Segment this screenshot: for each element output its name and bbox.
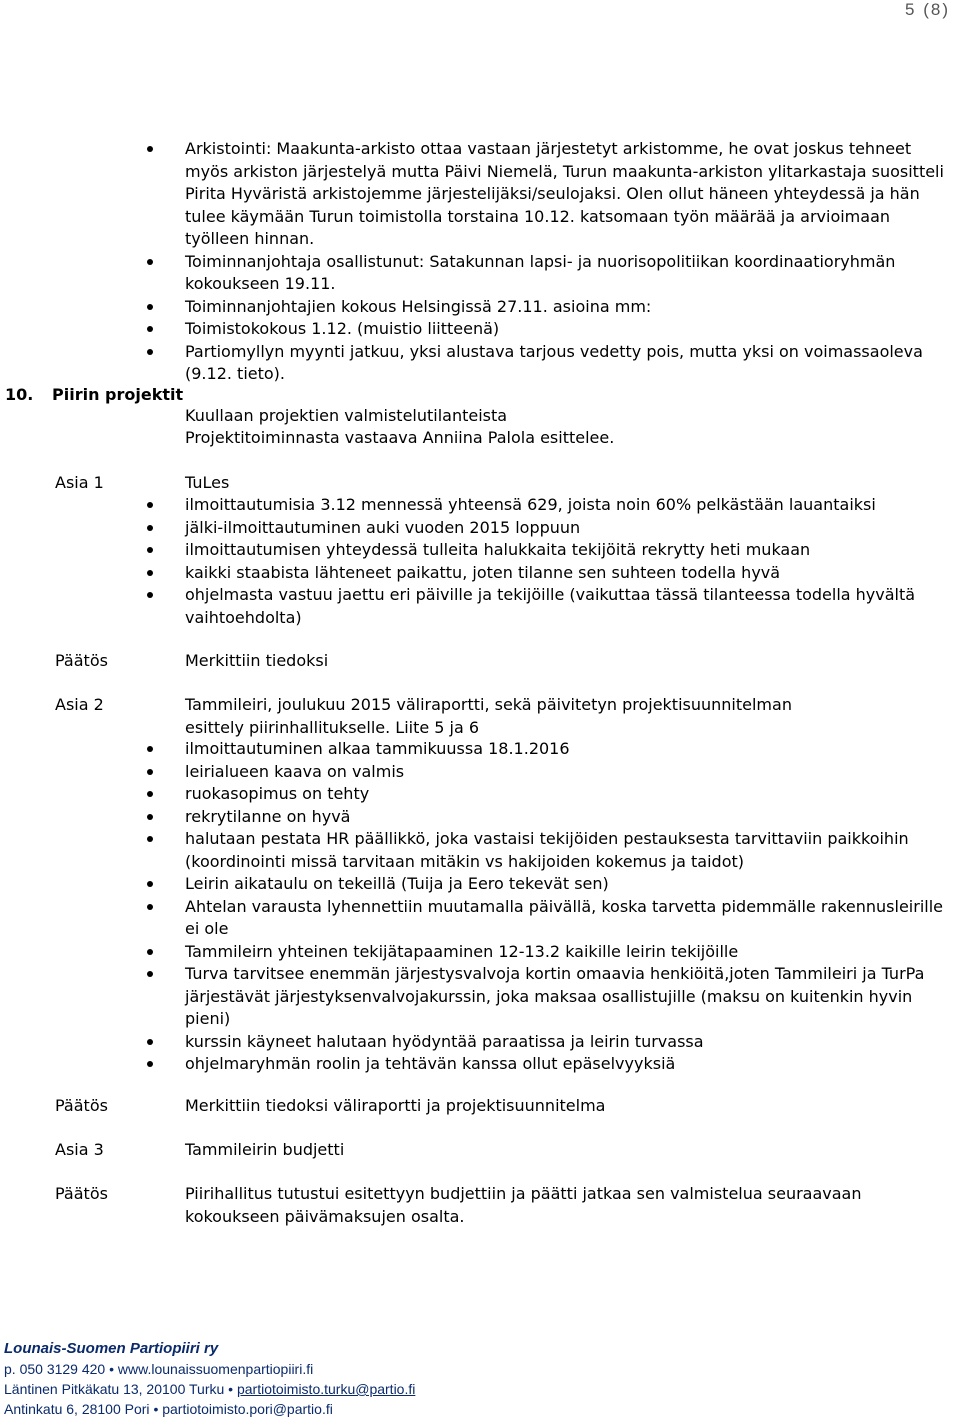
asia1-paatos: Merkittiin tiedoksi — [185, 651, 329, 670]
list-item — [0, 341, 960, 386]
bullet-icon — [147, 769, 153, 775]
list-item-text: Toimistokokous 1.12. (muistio liitteenä) — [185, 319, 500, 338]
list-item — [0, 1031, 960, 1054]
list-item-text: Turva tarvitsee enemmän järjestysvalvoja kortin omaavia henkiöitä,joten Tammileiri ja TurPa järjestävät järjestyksenvalvojakurssin, joka maksaa osallistujille (maksu on kuitenkin hyvin pieni) — [185, 964, 925, 1028]
bullet-icon — [147, 746, 153, 752]
list-item-text: halutaan pestata HR päällikkö, joka vastaisi tekijöiden pestauksesta tarvittaviin paikkoihin (koordinointi missä tarvitaan mitäkin vs hakijoiden kokemus ja taidot) — [185, 829, 909, 871]
asia3-title: Tammileirin budjetti — [185, 1140, 345, 1159]
page-number: 5 (8) — [905, 0, 950, 19]
list-item — [0, 296, 960, 319]
bullet-icon — [147, 949, 153, 955]
asia2-paatos: Merkittiin tiedoksi väliraportti ja projektisuunnitelma — [185, 1096, 606, 1115]
list-item-text: Toiminnanjohtaja osallistunut: Satakunnan lapsi- ja nuorisopolitiikan koordinaatioryhmän kokoukseen 19.11. — [185, 251, 896, 293]
asia2-bullet-list — [0, 738, 960, 1076]
list-item-text: Tammileirn yhteinen tekijätapaaminen 12-13.2 kaikille leirin tekijöille — [185, 941, 739, 961]
footer-separator: • — [228, 1381, 234, 1397]
list-item-text: Toiminnanjohtajien kokous Helsingissä 27.11. asioina mm: — [185, 296, 652, 316]
footer-phone: p. 050 3129 420 — [4, 1361, 106, 1377]
asia3-label: Asia 3 — [55, 1140, 104, 1159]
list-item-text: ruokasopimus on tehty — [185, 784, 370, 803]
list-item-text: jälki-ilmoittautuminen auki vuoden 2015 loppuun — [185, 517, 581, 537]
asia1-label: Asia 1 — [55, 473, 104, 492]
bullet-icon — [147, 525, 153, 531]
bullet-icon — [147, 1039, 153, 1045]
bullet-icon — [147, 547, 153, 553]
bullet-icon — [147, 304, 153, 310]
asia3-paatos-label: Päätös — [55, 1184, 108, 1203]
list-item — [0, 941, 960, 964]
asia2-label: Asia 2 — [55, 695, 104, 714]
list-item-text: Ahtelan varausta lyhennettiin muutamalla päivällä, koska tarvetta pidemmälle rakennusleirille ei ole — [185, 896, 943, 938]
list-item-text: Arkistointi: Maakunta-arkisto ottaa vastaan järjestetyt arkistomme, he ovat joskus tehneet myös arkiston järjestelyä mutta Päivi Niemelä, Turun maakunta-arkiston ylitarkastaja suositteli Pirita Hyväristä arkistojemme järjestelijäksi/seulojaksi. Olen ollut häneen yhteydessä ja hän tulee käymään Turun toimistolla torstaina 10.12. katsomaan työn määrää ja arvioimaan työlleen hinnan. — [185, 139, 944, 248]
list-item — [0, 873, 960, 896]
bullet-icon — [147, 592, 153, 598]
footer-email-turku-link[interactable]: partiotoimisto.turku@partio.fi — [236, 1381, 416, 1397]
section-intro-line: Projektitoiminnasta vastaava Anniina Palola esittelee. — [185, 428, 615, 447]
bullet-icon — [147, 836, 153, 842]
list-item-text: kaikki staabista lähteneet paikattu, joten tilanne sen suhteen todella hyvä — [185, 562, 781, 582]
bullet-icon — [147, 502, 153, 508]
section-number: 10. — [5, 385, 34, 404]
section-heading — [5, 384, 183, 407]
list-item — [0, 963, 960, 1031]
bullet-icon — [147, 349, 153, 355]
bullet-icon — [147, 1061, 153, 1067]
list-item — [0, 562, 960, 585]
footer-address-pori: Antinkatu 6, 28100 Pori — [4, 1401, 150, 1417]
footer-pori-line — [4, 1399, 415, 1419]
list-item — [0, 251, 960, 296]
footer-separator: • — [153, 1401, 159, 1417]
asia3-paatos: Piirihallitus tutustui esitettyyn budjettiin ja päätti jatkaa sen valmistelua seuraavaan kokoukseen päivämaksujen osalta. — [185, 1184, 862, 1226]
asia1-title: TuLes — [185, 473, 230, 492]
list-item — [0, 896, 960, 941]
list-item — [0, 1053, 960, 1076]
list-item-text: Leirin aikataulu on tekeillä (Tuija ja Eero tekevät sen) — [185, 874, 609, 893]
footer-website-link[interactable]: www.lounaissuomenpartiopiiri.fi — [117, 1361, 314, 1377]
asia1-paatos-label: Päätös — [55, 651, 108, 670]
list-item — [0, 761, 960, 784]
list-item — [0, 138, 960, 251]
list-item — [0, 783, 960, 806]
bullet-icon — [147, 791, 153, 797]
list-item — [0, 584, 960, 629]
bullet-icon — [147, 570, 153, 576]
section-intro-line: Kuullaan projektien valmistelutilanteista — [185, 406, 508, 425]
top-bullet-list — [0, 138, 960, 386]
list-item-text: kurssin käyneet halutaan hyödyntää paraatissa ja leirin turvassa — [185, 1031, 704, 1051]
bullet-icon — [147, 259, 153, 265]
list-item — [0, 318, 960, 341]
bullet-icon — [147, 326, 153, 332]
list-item-text: ilmoittautumisen yhteydessä tulleita halukkaita tekijöitä rekrytty heti mukaan — [185, 540, 811, 559]
footer-org-name: Lounais-Suomen Partiopiiri ry — [4, 1340, 219, 1357]
asia1-bullet-list — [0, 494, 960, 629]
bullet-icon — [147, 146, 153, 152]
list-item-text: ilmoittautumisia 3.12 mennessä yhteensä 629, joista noin 60% pelkästään lauantaiksi — [185, 495, 876, 514]
footer — [4, 1339, 415, 1419]
footer-email-pori-link[interactable]: partiotoimisto.pori@partio.fi — [162, 1401, 333, 1417]
list-item-text: ohjelmaryhmän roolin ja tehtävän kanssa ollut epäselvyyksiä — [185, 1054, 676, 1073]
footer-turku-line — [4, 1379, 415, 1399]
list-item-text: rekrytilanne on hyvä — [185, 806, 351, 826]
list-item — [0, 806, 960, 829]
list-item — [0, 539, 960, 562]
list-item — [0, 828, 960, 873]
list-item — [0, 738, 960, 761]
list-item-text: ohjelmasta vastuu jaettu eri päiville ja tekijöille (vaikuttaa tässä tilanteessa todella hyvältä vaihtoehdolta) — [185, 585, 916, 627]
list-item-text: ilmoittautuminen alkaa tammikuussa 18.1.2016 — [185, 739, 570, 758]
bullet-icon — [147, 814, 153, 820]
list-item-text: Partiomyllyn myynti jatkuu, yksi alustava tarjous vedetty pois, mutta yksi on voimassaoleva (9.12. tieto). — [185, 341, 923, 383]
asia2-paatos-label: Päätös — [55, 1096, 108, 1115]
footer-address-turku: Läntinen Pitkäkatu 13, 20100 Turku — [4, 1381, 225, 1397]
section-title: Piirin projektit — [52, 385, 184, 404]
bullet-icon — [147, 971, 153, 977]
bullet-icon — [147, 881, 153, 887]
asia2-title: Tammileiri, joulukuu 2015 väliraportti, sekä päivitetyn projektisuunnitelman esittely piirinhallitukselle. Liite 5 ja 6 — [185, 695, 792, 737]
bullet-icon — [147, 904, 153, 910]
list-item-text: leirialueen kaava on valmis — [185, 761, 405, 781]
footer-separator: • — [109, 1361, 115, 1377]
footer-contact-line — [4, 1359, 415, 1379]
list-item — [0, 517, 960, 540]
list-item — [0, 494, 960, 517]
